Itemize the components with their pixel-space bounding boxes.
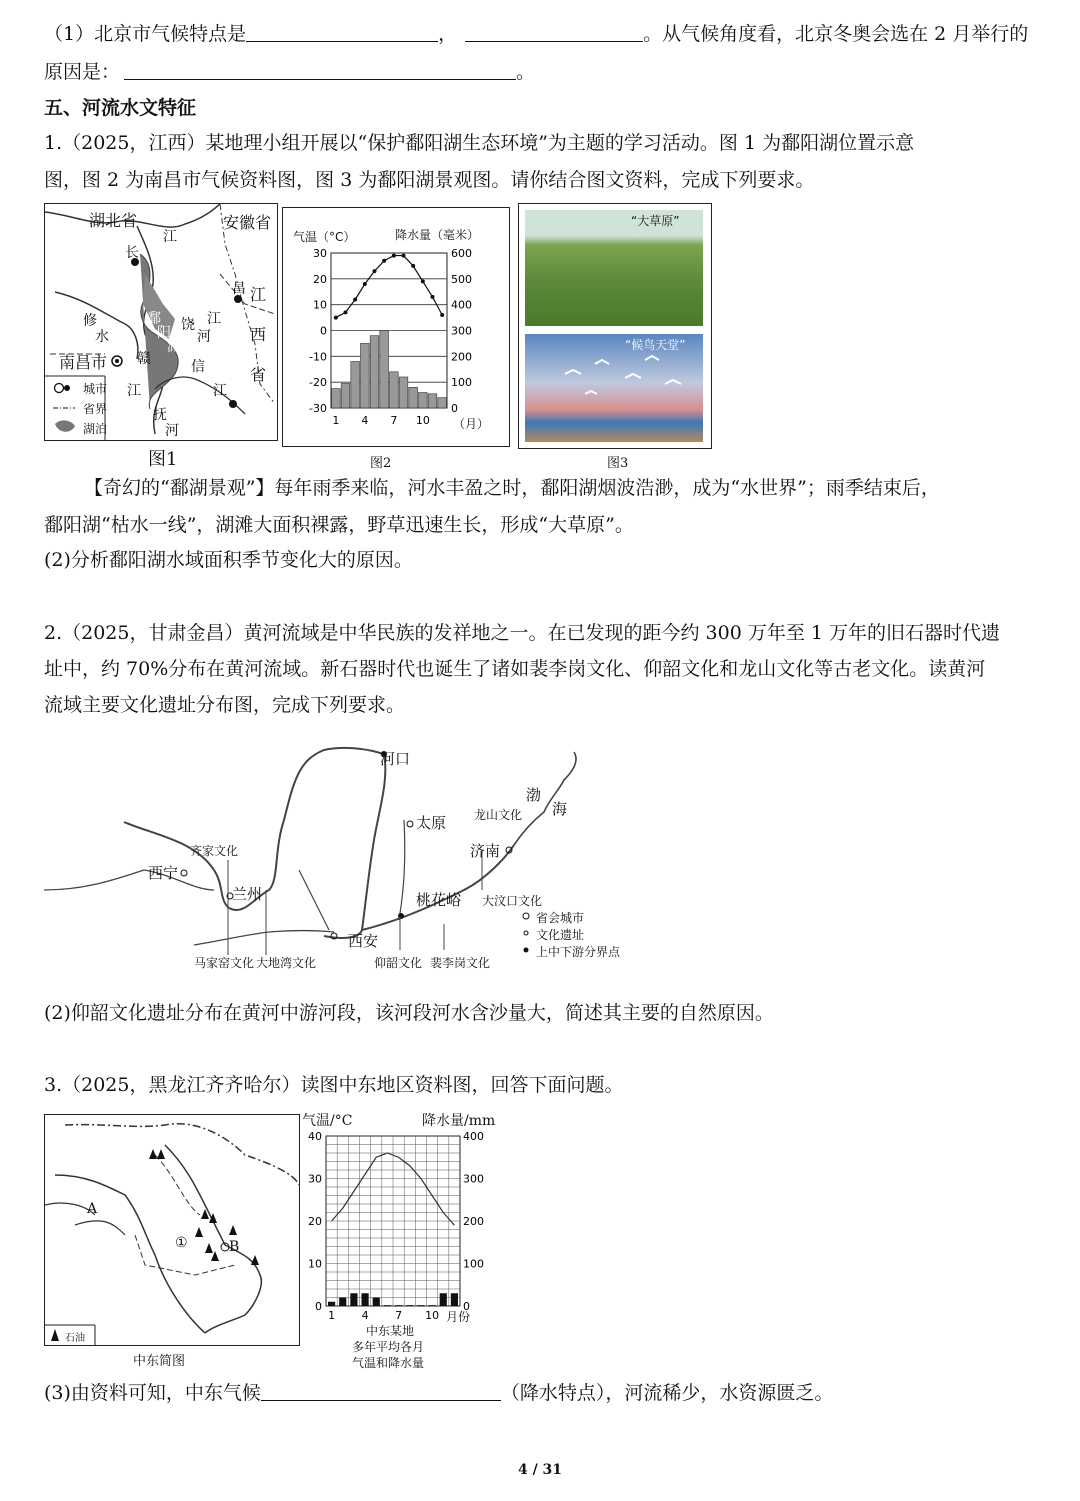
label-dadiwan: 大地湾文化 <box>256 956 317 970</box>
label-A: A <box>87 1201 98 1217</box>
middle-east-climate-chart <box>300 1108 510 1374</box>
label-longshan: 龙山文化 <box>474 808 523 822</box>
period: 。 <box>516 61 536 83</box>
birds-icon <box>525 334 703 442</box>
me-right-tick-label: 400 <box>463 1130 484 1143</box>
me-precip-bar <box>384 1305 391 1306</box>
temp-point <box>411 264 415 268</box>
precip-bar <box>370 336 379 408</box>
answer-blank[interactable] <box>261 1382 501 1401</box>
precip-bar <box>428 394 437 408</box>
x-tick-label: 4 <box>361 414 369 427</box>
q1-line2 <box>44 60 535 84</box>
temp-line <box>336 256 442 318</box>
temp-point <box>440 313 444 317</box>
precip-bar <box>390 372 399 408</box>
label-he: 河 <box>165 423 179 439</box>
label-hu: 湖 <box>167 339 181 355</box>
poyang-location-map <box>44 203 278 441</box>
temp-axis-title: 气温（°C） <box>293 230 356 244</box>
middle-east-svg <box>45 1115 299 1345</box>
label-xiu: 修 <box>83 313 97 329</box>
temp-point <box>402 254 406 258</box>
label-xining: 西宁 <box>148 864 179 882</box>
me-right-tick-label: 300 <box>463 1172 484 1186</box>
label-xian: 西安 <box>348 932 379 950</box>
me-precip-bar <box>350 1293 357 1306</box>
right-tick-label: 300 <box>451 324 472 338</box>
photo2-label: “候鸟天堂” <box>625 338 686 352</box>
label-taiyuan: 太原 <box>416 814 447 832</box>
q2-text-2: 址中，约 70%分布在黄河流域。新石器时代也诞生了诸如裴李岗文化、仰韶文化和龙山文化等古老文化。读黄河 <box>44 658 986 680</box>
temp-point <box>344 310 348 314</box>
legend-division: 上中下游分界点 <box>536 945 621 959</box>
legend-lake: 湖泊 <box>83 422 108 436</box>
left-tick-label: 10 <box>313 298 327 312</box>
me-precip-bar <box>373 1298 380 1307</box>
me-left-tick-label: 40 <box>308 1130 322 1143</box>
right-tick-label: 500 <box>451 272 472 286</box>
middle-east-map <box>44 1114 300 1346</box>
me-precip-axis-title: 降水量/mm <box>422 1113 496 1129</box>
q2-sub2: (2)仰韶文化遗址分布在黄河中游河段，该河段河水含沙量大，简述其主要的自然原因。 <box>44 1002 774 1024</box>
left-tick-label: -10 <box>309 350 327 364</box>
right-tick-label: 600 <box>451 247 472 260</box>
q3-sub3 <box>44 1381 833 1405</box>
fig2-caption: 图2 <box>370 456 392 471</box>
yellow-river-map <box>44 740 624 972</box>
temp-point <box>392 254 396 258</box>
page-number: 4 / 31 <box>517 1462 563 1478</box>
legend-city: 城市 <box>83 382 108 396</box>
me-x-tick-label: 10 <box>425 1309 440 1322</box>
label-anhui: 安徽省 <box>223 213 272 232</box>
me-left-tick-label: 30 <box>308 1172 322 1186</box>
temp-point <box>382 259 386 263</box>
precip-bar <box>419 393 428 409</box>
me-precip-bar <box>451 1293 458 1306</box>
me-temp-axis-title: 气温/°C <box>302 1113 353 1129</box>
right-tick-label: 100 <box>451 376 472 390</box>
q3-text-1: 3.（2025，黑龙江齐齐哈尔）读图中东地区资料图，回答下面问题。 <box>44 1074 624 1096</box>
me-precip-bar <box>339 1298 346 1307</box>
label-hekou: 河口 <box>380 750 411 768</box>
precip-bar <box>361 343 370 408</box>
right-tick-label: 0 <box>451 402 458 415</box>
label-region-1: ① <box>175 1235 188 1251</box>
me-precip-bar <box>406 1305 413 1306</box>
label-po: 鄱 <box>147 311 161 327</box>
label-taohuayu: 桃花峪 <box>416 891 462 909</box>
label-bo: 渤 <box>526 786 542 804</box>
legend-capital: 省会城市 <box>536 911 585 925</box>
temp-point <box>421 279 425 283</box>
section-title: 五、河流水文特征 <box>44 97 197 119</box>
me-left-tick-label: 0 <box>315 1300 322 1313</box>
label-hai: 海 <box>552 800 568 818</box>
temp-point <box>334 316 338 320</box>
temp-point <box>363 282 367 286</box>
temp-point <box>431 295 435 299</box>
fig3-caption: 图3 <box>607 456 629 471</box>
left-tick-label: 30 <box>313 247 327 260</box>
q1-mid: 。从气候角度看，北京冬奥会选在 2 月举行的 <box>643 23 1029 45</box>
label-shui: 水 <box>95 329 109 345</box>
me-map-caption: 中东简图 <box>133 1354 186 1369</box>
me-caption3: 气温和降水量 <box>352 1356 425 1370</box>
comma: ， <box>438 23 458 45</box>
photo1-label: “大草原” <box>631 214 680 228</box>
precip-bar <box>380 331 389 409</box>
label-jiangxi-2: 西 <box>250 325 267 344</box>
me-precip-bar <box>417 1305 424 1306</box>
label-jinan: 济南 <box>470 842 501 860</box>
label-yangshao: 仰韶文化 <box>374 956 423 970</box>
me-caption2: 多年平均各月 <box>352 1340 425 1354</box>
legend-oil: 石油 <box>65 1333 85 1344</box>
q1-line1 <box>44 22 1028 46</box>
me-precip-bar <box>362 1293 369 1306</box>
answer-blank[interactable] <box>465 23 643 42</box>
me-x-tick-label: 4 <box>361 1309 369 1322</box>
precip-bar <box>409 387 418 408</box>
legend-border: 省界 <box>83 402 108 416</box>
label-xin: 信 <box>191 359 205 375</box>
me-precip-bar <box>440 1293 447 1306</box>
q1-text-2: 图，图 2 为南昌市气候资料图，图 3 为鄱阳湖景观图。请你结合图文资料，完成下列要求。 <box>44 169 815 191</box>
q1-prefix: （1）北京市气候特点是 <box>44 23 247 45</box>
label-lanzhou: 兰州 <box>232 885 263 903</box>
label-hubei: 湖北省 <box>89 211 138 230</box>
me-precip-bar <box>395 1305 402 1306</box>
label-rao: 饶 <box>181 317 195 333</box>
label-gan: 赣 <box>137 351 151 367</box>
x-tick-label: 7 <box>390 414 398 427</box>
precip-bar <box>438 398 447 408</box>
label-yang: 阳 <box>157 325 171 341</box>
precip-axis-title: 降水量（毫米） <box>395 228 480 242</box>
me-right-tick-label: 100 <box>463 1257 484 1271</box>
label-jiangxi-3: 省 <box>250 365 267 384</box>
label-jiang3: 江 <box>127 383 141 399</box>
me-precip-bar <box>328 1302 335 1306</box>
q2-text-1: 2.（2025，甘肃金昌）黄河流域是中华民族的发祥地之一。在已发现的距今约 300 万年至 1 万年的旧石器时代遗 <box>44 622 1000 644</box>
left-tick-label: 20 <box>313 272 327 286</box>
left-tick-label: -30 <box>309 402 327 415</box>
me-left-tick-label: 20 <box>308 1215 322 1228</box>
right-tick-label: 400 <box>451 298 472 312</box>
q3-sub3-suffix: （降水特点），河流稀少，水资源匮乏。 <box>500 1382 834 1404</box>
me-right-tick-label: 0 <box>463 1300 470 1313</box>
q1-line2-label: 原因是： <box>44 61 121 83</box>
temp-point <box>353 298 357 302</box>
label-he2: 河 <box>197 329 211 345</box>
label-peiligang: 裴李岗文化 <box>430 956 491 970</box>
precip-bar <box>341 383 350 408</box>
answer-blank[interactable] <box>246 23 438 42</box>
q2-text-3: 流域主要文化遗址分布图，完成下列要求。 <box>44 694 406 716</box>
precip-bar <box>332 389 341 408</box>
legend-site: 文化遗址 <box>536 928 585 942</box>
precip-bar <box>399 377 408 408</box>
label-majiayao: 马家窑文化 <box>194 956 255 970</box>
answer-blank[interactable] <box>124 61 516 80</box>
label-qijia: 齐家文化 <box>190 844 239 858</box>
me-right-tick-label: 200 <box>463 1215 484 1228</box>
precip-bar <box>351 362 360 409</box>
q1-sub2: (2)分析鄱阳湖水域面积季节变化大的原因。 <box>44 549 413 571</box>
label-jiangxi-1: 江 <box>250 285 267 304</box>
x-tick-label: 10 <box>415 414 430 427</box>
label-jiang: 江 <box>163 229 177 245</box>
nanchang-climate-chart <box>282 207 510 447</box>
x-tick-label: 1 <box>332 414 340 427</box>
q3-sub3-prefix: (3)由资料可知，中东气候 <box>44 1382 261 1404</box>
para2: 鄱阳湖“枯水一线”，湖滩大面积裸露，野草迅速生长，形成“大草原”。 <box>44 514 634 536</box>
me-x-tick-label: 1 <box>328 1309 336 1322</box>
poyang-landscape-photos <box>518 203 712 449</box>
me-x-tick-label: 7 <box>395 1309 403 1322</box>
month-unit: （月） <box>453 417 490 431</box>
label-chang: 长 <box>125 245 139 261</box>
fig1-caption: 图1 <box>148 449 178 470</box>
label-jiang4: 江 <box>207 311 221 327</box>
label-fu: 抚 <box>153 407 167 423</box>
right-tick-label: 200 <box>451 350 472 364</box>
me-caption1: 中东某地 <box>366 1324 415 1338</box>
para1: 【奇幻的“鄱湖景观”】每年雨季来临，河水丰盈之时，鄱阳湖烟波浩渺，成为“水世界”；雨季结束后， <box>84 477 940 499</box>
temp-point <box>373 269 377 273</box>
q1-text-1: 1.（2025，江西）某地理小组开展以“保护鄱阳湖生态环境”为主题的学习活动。图 1 为鄱阳湖位置示意 <box>44 132 915 154</box>
me-precip-bar <box>429 1305 436 1306</box>
me-month-unit: 月份 <box>446 1310 471 1324</box>
label-chang2: 昌 <box>232 281 246 297</box>
label-dawenkou: 大汶口文化 <box>482 894 543 908</box>
me-left-tick-label: 10 <box>308 1257 322 1271</box>
label-nanchang: 南昌市 <box>59 353 108 372</box>
left-tick-label: -20 <box>309 376 327 390</box>
label-jiang5: 江 <box>213 383 227 399</box>
left-tick-label: 0 <box>320 324 327 338</box>
label-B: B <box>229 1239 240 1255</box>
